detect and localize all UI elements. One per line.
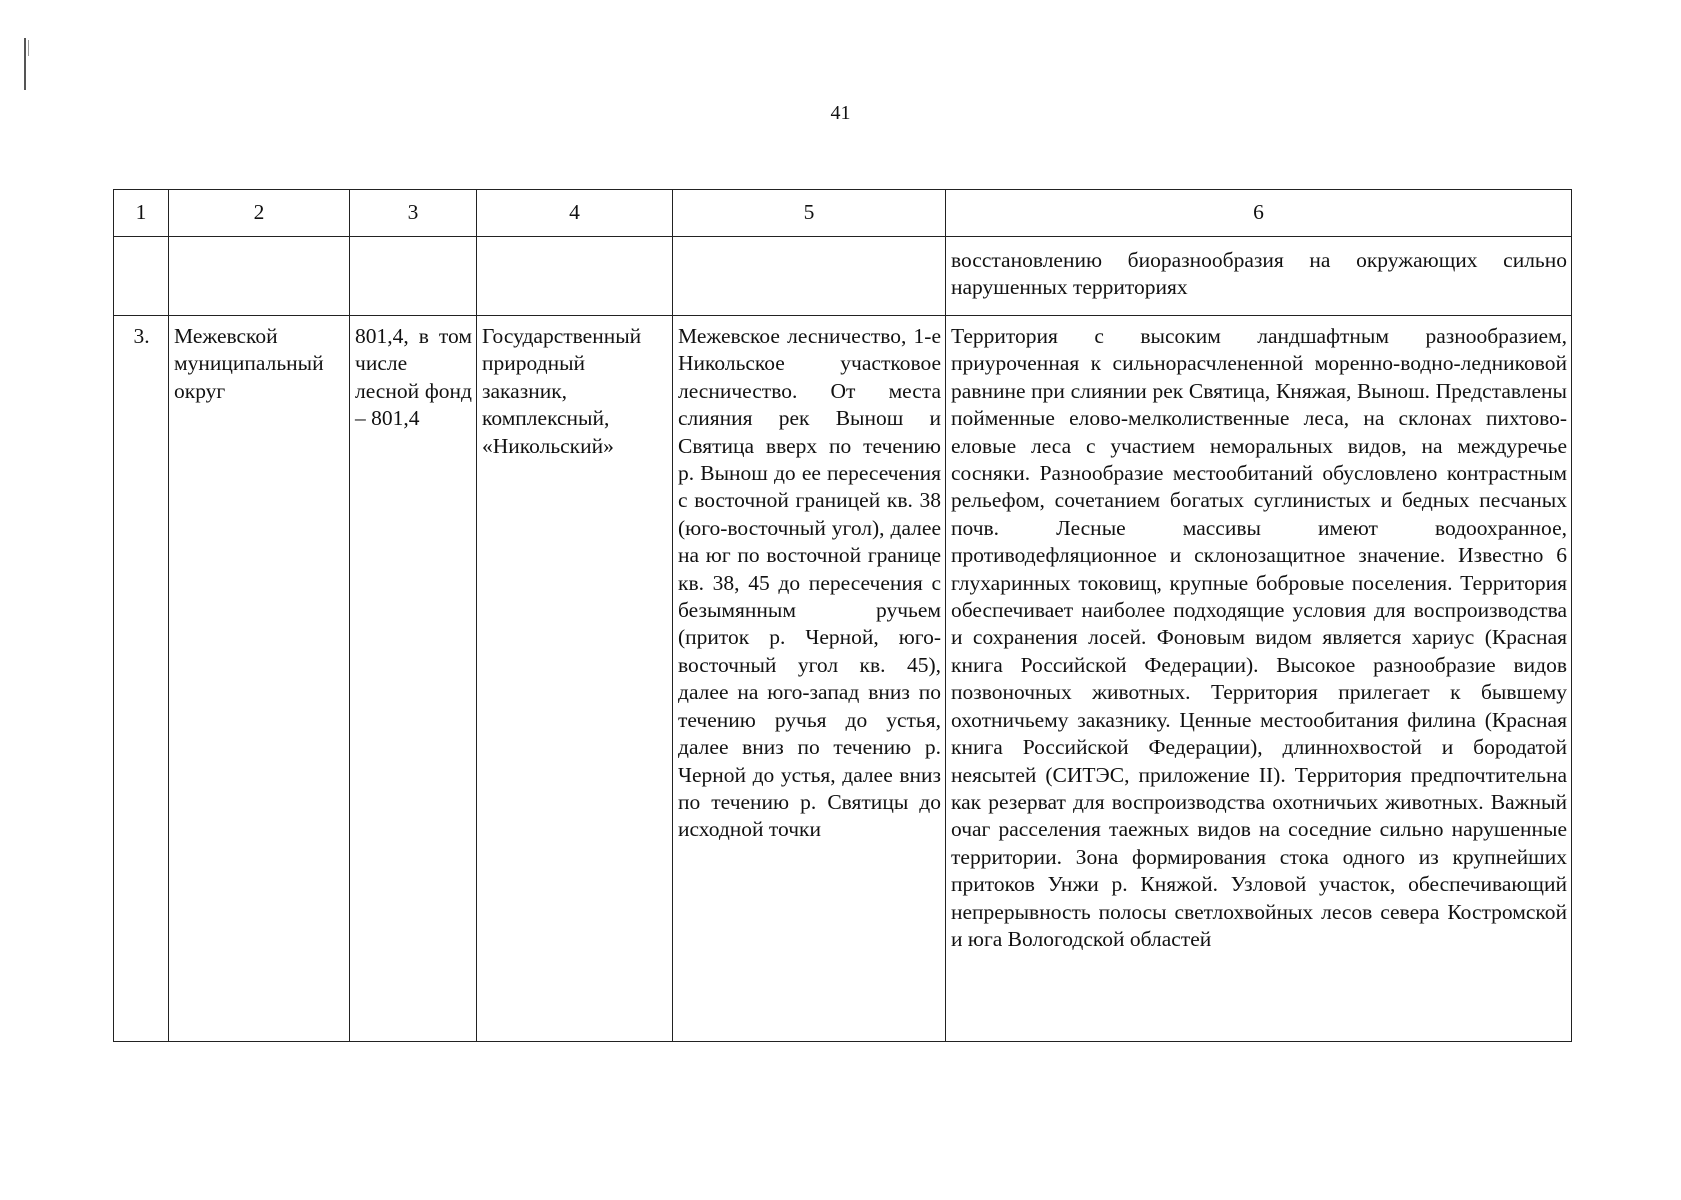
table-row-continuation bbox=[114, 237, 1572, 316]
page-number: 41 bbox=[830, 102, 851, 124]
cell-row-number: 3. bbox=[114, 316, 169, 1042]
header-col-6: 6 bbox=[946, 190, 1572, 237]
header-col-3: 3 bbox=[350, 190, 477, 237]
scan-artifact-mark-small bbox=[28, 40, 29, 56]
cell-boundaries: Межевское лесничество, 1-е Никольское участковое лесничество. От места слияния рек Вынош и Святица вверх по течению р. Вынош до ее пересечения с восточной границей кв. 38 (юго-восточный угол), далее на юг по восточной границе кв. 38, 45 до пересечения с безымянным ручьем (приток р. Черной, юго-восточный угол кв. 45), далее на юго-запад вниз по течению ручья до устья, далее вниз по течению р. Черной до устья, далее вниз по течению р. Святицы до исходной точки bbox=[673, 316, 946, 1042]
cell-characteristics-continued: восстановлению биоразнообразия на окружающих сильно нарушенных территориях bbox=[946, 237, 1572, 316]
cell-municipality: Межевской муниципальный округ bbox=[169, 316, 350, 1042]
cell-area: 801,4, в том числе лесной фонд – 801,4 bbox=[350, 316, 477, 1042]
header-col-1: 1 bbox=[114, 190, 169, 237]
table-row-entry-3 bbox=[114, 316, 1572, 1042]
cell-empty bbox=[350, 237, 477, 316]
header-col-4: 4 bbox=[477, 190, 673, 237]
cell-empty bbox=[673, 237, 946, 316]
protected-areas-table bbox=[113, 189, 1572, 1042]
header-col-5: 5 bbox=[673, 190, 946, 237]
table-header-row bbox=[114, 190, 1572, 237]
scan-artifact-mark bbox=[24, 38, 26, 90]
cell-characteristics: Территория с высоким ландшафтным разнообразием, приуроченная к сильнорасчлененной моренно-водно-ледниковой равнине при слиянии рек Святица, Княжая, Вынош. Представлены пойменные елово-мелколиственные леса, на склонах пихтово-еловые леса с участием неморальных видов, на междуречье сосняки. Разнообразие местообитаний обусловлено контрастным рельефом, сочетанием богатых суглинистых и бедных песчаных почв. Лесные массивы имеют водоохранное, противодефляционное и склонозащитное значение. Известно 6 глухаринных токовищ, крупные бобровые поселения. Территория обеспечивает наиболее подходящие условия для воспроизводства и сохранения лосей. Фоновым видом является хариус (Красная книга Российской Федерации). Высокое разнообразие видов позвоночных животных. Территория прилегает к бывшему охотничьему заказнику. Ценные местообитания филина (Красная книга Российской Федерации), длиннохвостой и бородатой неясытей (СИТЭС, приложение II). Территория предпочтительна как резерват для воспроизводства охотничьих животных. Важный очаг расселения таежных видов на соседние сильно нарушенные территории. Зона формирования стока одного из крупнейших притоков Унжи р. Княжой. Узловой участок, обеспечивающий непрерывность полосы светлохвойных лесов севера Костромской и юга Вологодской областей bbox=[946, 316, 1572, 1042]
cell-category-name: Государственный природный заказник, комплексный, «Никольский» bbox=[477, 316, 673, 1042]
cell-empty bbox=[114, 237, 169, 316]
cell-empty bbox=[169, 237, 350, 316]
cell-empty bbox=[477, 237, 673, 316]
header-col-2: 2 bbox=[169, 190, 350, 237]
